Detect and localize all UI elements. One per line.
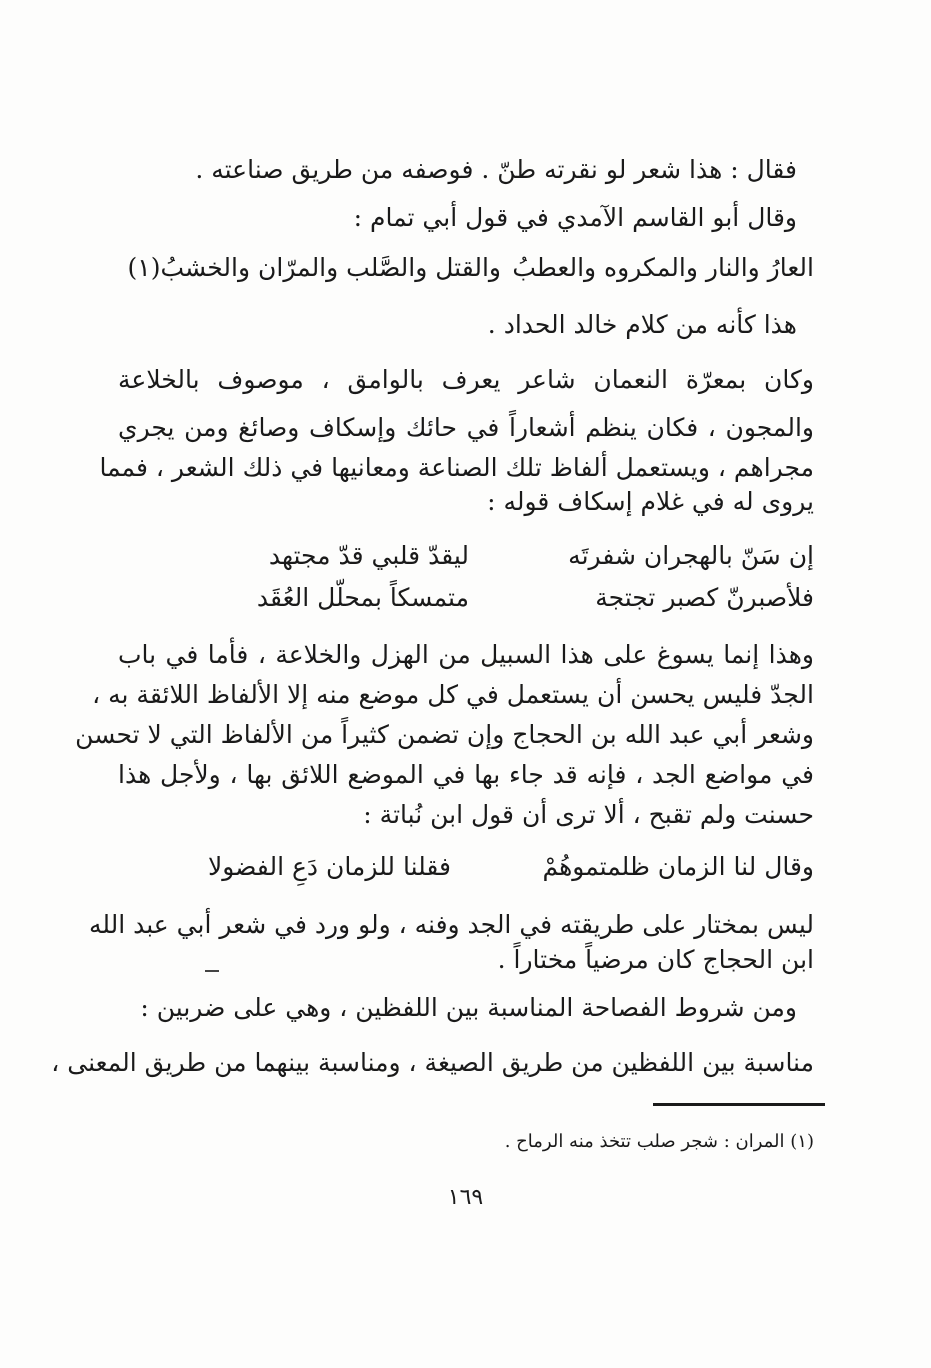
verse-1-first-hemistich: العارُ والنار والمكروه والعطبُ: [512, 253, 814, 282]
text-line-3: هذا كأنه من كلام خالد الحداد .: [487, 310, 797, 339]
verse-1-second-hemistich: والقتل والصَّلب والمرّان والخشبُ(١): [127, 253, 501, 282]
text-line-7: يروى له في غلام إسكاف قوله :: [487, 487, 814, 516]
verse-2-first-hemistich: إن سَنّ بالهجران شفرتَه: [568, 541, 814, 570]
text-line-5: والمجون ، فكان ينظم أشعاراً في حائك وإسكاف وصائغ ومن يجري: [118, 413, 814, 442]
text-line-12: حسنت ولم تقبح ، ألا ترى أن قول ابن نُباتة :: [363, 800, 814, 829]
text-line-2: وقال أبو القاسم الآمدي في قول أبي تمام :: [353, 203, 797, 232]
text-line-8: وهذا إنما يسوغ على هذا السبيل من الهزل والخلاعة ، فأما في باب: [118, 640, 814, 669]
text-line-10: وشعر أبي عبد الله بن الحجاج وإن تضمن كثيراً من الألفاظ التي لا تحسن: [75, 720, 814, 749]
text-line-15: ومن شروط الفصاحة المناسبة بين اللفظين ، وهي على ضربين :: [140, 993, 797, 1022]
text-line-9: الجدّ فليس يحسن أن يستعمل في كل موضع منه إلا الألفاظ اللائقة به ،: [92, 680, 814, 709]
text-line-4: وكان بمعرّة النعمان شاعر يعرف بالوامق ، موصوف بالخلاعة: [118, 365, 814, 394]
verse-3-second-hemistich: متمسكاً بمحلّل العُقَد: [256, 583, 469, 612]
text-line-1: فقال : هذا شعر لو نقرته طنّ . فوصفه من طريق صناعته .: [195, 155, 797, 184]
verse-3-first-hemistich: فلأصبرنّ كصبر تجتجة: [595, 583, 814, 612]
footnote: (١) المران : شجر صلب تتخذ منه الرماح .: [504, 1131, 814, 1152]
stray-mark: [205, 970, 219, 972]
text-line-16: مناسبة بين اللفظين من طريق الصيغة ، ومناسبة بينهما من طريق المعنى ،: [51, 1048, 814, 1077]
text-line-13: ليس بمختار على طريقته في الجد وفنه ، ولو ورد في شعر أبي عبد الله: [88, 910, 814, 939]
page-number: ١٦٩: [447, 1185, 484, 1210]
verse-2-second-hemistich: ليقدّ قلبي قدّ مجتهد: [268, 541, 469, 570]
text-line-6: مجراهم ، ويستعمل ألفاظ تلك الصناعة ومعانيها في ذلك الشعر ، فمما: [99, 453, 814, 482]
text-line-11: في مواضع الجد ، فإنه قد جاء بها في الموضع اللائق بها ، ولأجل هذا: [118, 760, 814, 789]
footnote-divider: [653, 1103, 825, 1106]
text-line-14: ابن الحجاج كان مرضياً مختاراً .: [497, 945, 814, 974]
verse-4-first-hemistich: وقال لنا الزمان ظلمتموهُمْ: [542, 852, 814, 881]
verse-4-second-hemistich: فقلنا للزمان دَعِ الفضولا: [207, 852, 451, 881]
